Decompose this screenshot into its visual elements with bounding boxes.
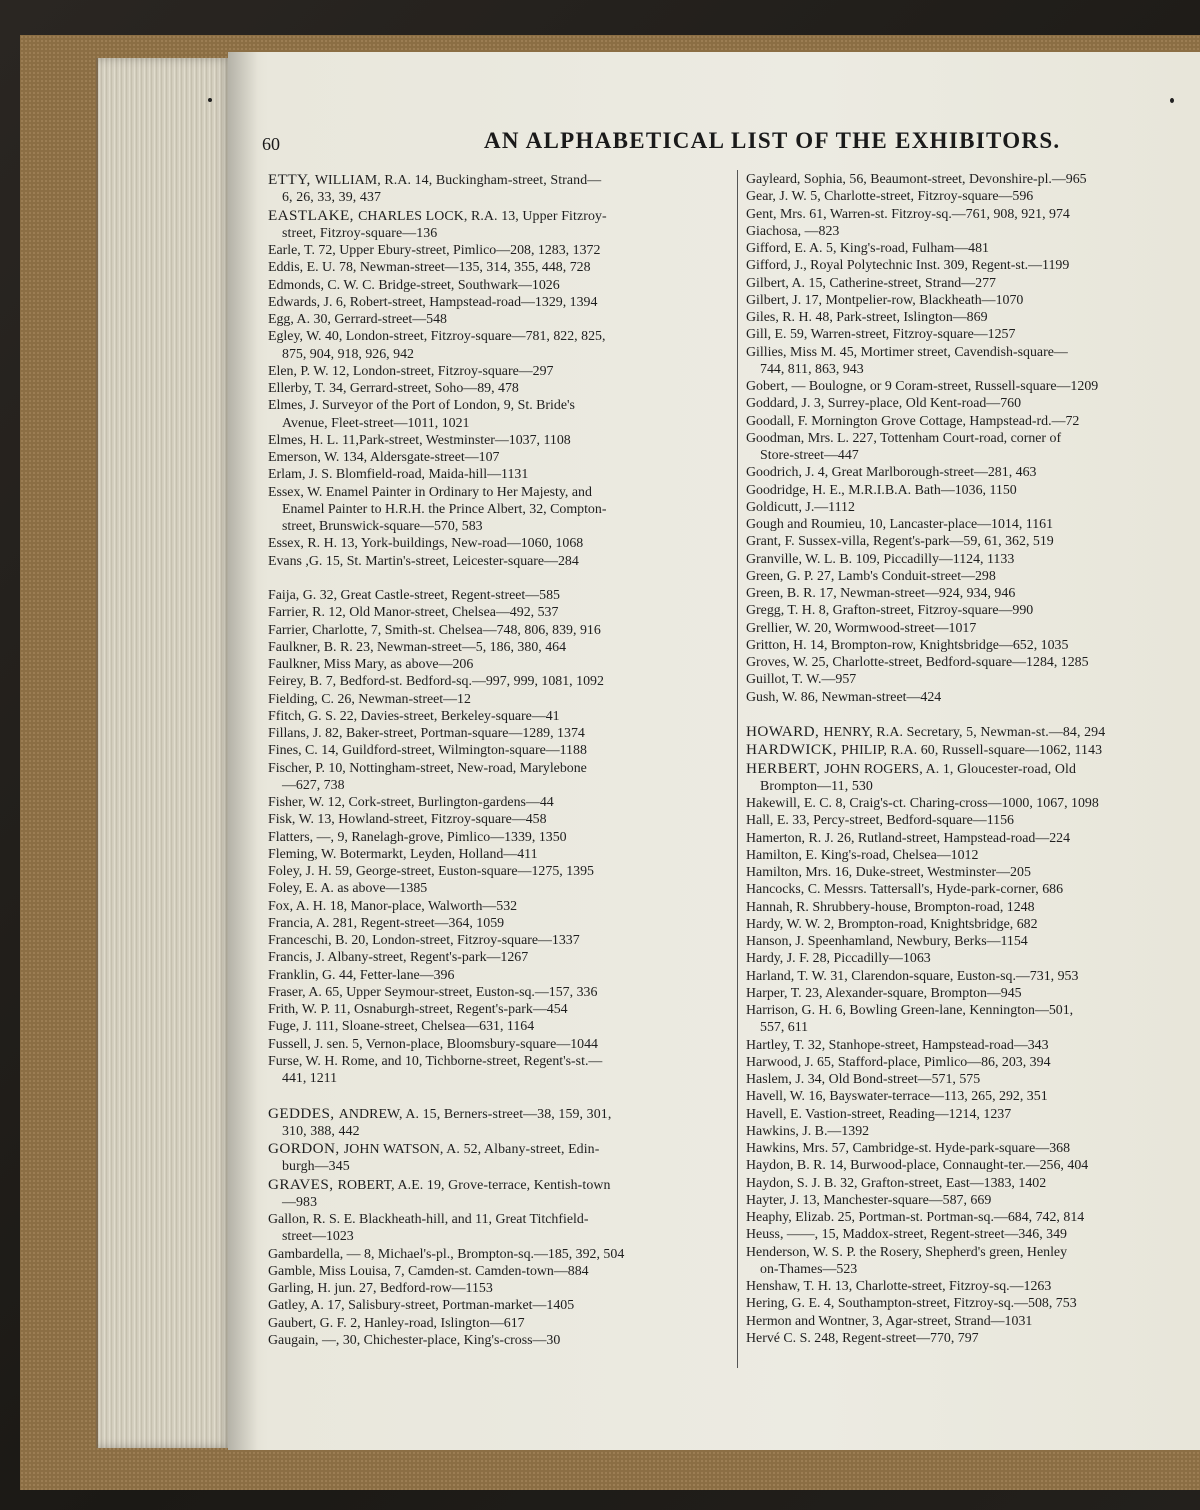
exhibitor-entry [746, 516, 1186, 533]
exhibitor-entry [268, 1176, 730, 1212]
entry-continuation: —983 [282, 1194, 318, 1210]
exhibitor-entry [746, 326, 1186, 343]
entry-line: Elmes, H. L. 11,Park-street, Westminster—1037, 1108 [268, 432, 571, 448]
entry-line: Earle, T. 72, Upper Ebury-street, Pimlico—208, 1283, 1372 [268, 243, 601, 258]
exhibitor-entry [268, 639, 730, 656]
entry-continuation: 557, 611 [760, 1020, 809, 1036]
entry-line: Hervé C. S. 248, Regent-street—770, 797 [746, 1330, 979, 1346]
page-title: AN ALPHABETICAL LIST OF THE EXHIBITORS. [484, 128, 1061, 153]
entry-line: Goldicutt, J.—1112 [746, 499, 855, 515]
entry-continuation: burgh—345 [282, 1159, 350, 1175]
exhibitor-entry [746, 1175, 1186, 1192]
entry-line: Faulkner, Miss Mary, as above—206 [268, 657, 474, 672]
exhibitor-entry [268, 691, 730, 708]
entry-line: Gregg, T. H. 8, Grafton-street, Fitzroy-square—990 [746, 603, 1034, 619]
page-header [262, 128, 1200, 158]
entry-line: Gritton, H. 14, Brompton-row, Knightsbridge—652, 1035 [746, 637, 1069, 653]
entry-line: Hawkins, Mrs. 57, Cambridge-st. Hyde-park-square—368 [746, 1141, 1071, 1156]
entry-line: Essex, R. H. 13, York-buildings, New-road—1060, 1068 [268, 536, 584, 552]
exhibitor-entry [746, 395, 1186, 412]
entry-line: Eddis, E. U. 78, Newman-street—135, 314, 355, 448, 728 [268, 260, 591, 276]
entry-line: Groves, W. 25, Charlotte-street, Bedford-square—1284, 1285 [746, 655, 1089, 670]
exhibitor-entry [268, 294, 730, 311]
exhibitor-entry [268, 794, 730, 811]
entry-line: Henderson, W. S. P. the Rosery, Shepherd's green, Henley [746, 1244, 1068, 1260]
entry-line: Gambardella, — 8, Michael's-pl., Brompton-sq.—185, 392, 504 [268, 1246, 625, 1262]
entry-line: Fielding, C. 26, Newman-street—12 [268, 691, 471, 707]
entry-continuation: street, Fitzroy-square—136 [282, 225, 438, 241]
entry-continuation: Avenue, Fleet-street—1011, 1021 [282, 415, 470, 431]
entry-line: Foley, J. H. 59, George-street, Euston-square—1275, 1395 [268, 864, 594, 879]
exhibitor-entry [268, 277, 730, 294]
exhibitor-entry [746, 1313, 1186, 1330]
exhibitor-entry [746, 482, 1186, 499]
entry-continuation: —627, 738 [282, 777, 345, 793]
entry-line: Gayleard, Sophia, 56, Beaumont-street, Devonshire-pl.—965 [746, 172, 1087, 187]
exhibitor-entry [268, 811, 730, 828]
exhibitor-entry [268, 259, 730, 276]
exhibitor-entry [746, 344, 1186, 379]
entry-line: ETTY, WILLIAM, R.A. 14, Buckingham-street, Strand— [268, 171, 602, 188]
exhibitor-entry [268, 242, 730, 259]
entry-line: Gaugain, —, 30, Chichester-place, King's-cross—30 [268, 1332, 561, 1348]
exhibitor-entry [268, 880, 730, 897]
entry-line: Goodman, Mrs. L. 227, Tottenham Court-road, corner of [746, 430, 1062, 446]
entry-line: HERBERT, JOHN ROGERS, A. 1, Gloucester-road, Old [746, 759, 1077, 777]
entry-line: Harland, T. W. 31, Clarendon-square, Euston-sq.—731, 953 [746, 968, 1079, 984]
entry-continuation: street, Brunswick-square—570, 583 [282, 519, 483, 534]
exhibitor-entry [746, 585, 1186, 602]
exhibitor-entry [268, 553, 730, 570]
entry-line: Giachosa, —823 [746, 223, 840, 239]
entry-continuation: 875, 904, 918, 926, 942 [282, 346, 414, 362]
right-column [746, 171, 1186, 1347]
exhibitor-entry [746, 1140, 1186, 1157]
entry-continuation: 441, 1211 [282, 1071, 338, 1086]
entry-line: HARDWICK, PHILIP, R.A. 60, Russell-square—1062, 1143 [746, 741, 1103, 759]
entry-line: Hayter, J. 13, Manchester-square—587, 669 [746, 1192, 992, 1208]
exhibitor-entry [268, 915, 730, 932]
exhibitor-entry [268, 1001, 730, 1018]
exhibitor-entry [746, 1071, 1186, 1088]
exhibitor-entry [746, 916, 1186, 933]
entry-line: Farrier, Charlotte, 7, Smith-st. Chelsea—748, 806, 839, 916 [268, 622, 601, 638]
exhibitor-entry [746, 188, 1186, 205]
entry-line: Hamilton, E. King's-road, Chelsea—1012 [746, 847, 979, 863]
entry-line: Flatters, —, 9, Ranelagh-grove, Pimlico—1339, 1350 [268, 829, 567, 845]
exhibitor-entry [746, 864, 1186, 881]
entry-line: Haydon, B. R. 14, Burwood-place, Connaught-ter.—256, 404 [746, 1158, 1089, 1174]
entry-line: Franklin, G. 44, Fetter-lane—396 [268, 967, 455, 983]
entry-line: Gilbert, A. 15, Catherine-street, Strand—277 [746, 275, 996, 291]
entry-line: Evans ,G. 15, St. Martin's-street, Leicester-square—284 [268, 553, 579, 569]
entry-line: Faulkner, B. R. 23, Newman-street—5, 186, 380, 464 [268, 639, 567, 655]
section-gap [268, 1087, 730, 1104]
entry-line: Gamble, Miss Louisa, 7, Camden-st. Camden-town—884 [268, 1263, 589, 1279]
exhibitor-entry [268, 984, 730, 1001]
entry-line: Granville, W. L. B. 109, Piccadilly—1124, 1133 [746, 551, 1015, 567]
entry-line: Ellerby, T. 34, Gerrard-street, Soho—89, 478 [268, 381, 519, 396]
entry-line: Goodridge, H. E., M.R.I.B.A. Bath—1036, 1150 [746, 482, 1017, 498]
exhibitor-entry [746, 1226, 1186, 1243]
entry-line: Erlam, J. S. Blomfield-road, Maida-hill—1131 [268, 467, 529, 483]
entry-line: Harper, T. 23, Alexander-square, Brompton—945 [746, 985, 1022, 1001]
exhibitor-entry [268, 466, 730, 483]
exhibitor-entry [268, 846, 730, 863]
entry-line: Gillies, Miss M. 45, Mortimer street, Cavendish-square— [746, 344, 1068, 360]
exhibitor-entry [268, 725, 730, 742]
exhibitor-entry [746, 292, 1186, 309]
entry-line: Hall, E. 33, Percy-street, Bedford-square—1156 [746, 813, 1014, 829]
exhibitor-entry [268, 587, 730, 604]
entry-line: Haydon, S. J. B. 32, Grafton-street, East—1383, 1402 [746, 1175, 1047, 1191]
exhibitor-entry [268, 1315, 730, 1332]
exhibitor-entry [268, 207, 730, 243]
entry-line: Elen, P. W. 12, London-street, Fitzroy-square—297 [268, 363, 554, 379]
entry-line: Harwood, J. 65, Stafford-place, Pimlico—86, 203, 394 [746, 1054, 1051, 1070]
exhibitor-entry [746, 1106, 1186, 1123]
entry-line: Giles, R. H. 48, Park-street, Islington—869 [746, 310, 988, 325]
entry-line: Grant, F. Sussex-villa, Regent's-park—59, 61, 362, 519 [746, 534, 1054, 550]
entry-line: Havell, W. 16, Bayswater-terrace—113, 265, 292, 351 [746, 1089, 1048, 1105]
entry-line: Fisher, W. 12, Cork-street, Burlington-gardens—44 [268, 795, 554, 810]
exhibitor-entry [746, 1295, 1186, 1312]
exhibitor-entry [746, 1192, 1186, 1209]
exhibitor-entry [746, 933, 1186, 950]
exhibitor-entry [746, 899, 1186, 916]
exhibitor-entry [746, 830, 1186, 847]
entry-continuation: on-Thames—523 [760, 1261, 858, 1277]
entry-line: Garling, H. jun. 27, Bedford-row—1153 [268, 1281, 493, 1296]
entry-line: Emerson, W. 134, Aldersgate-street—107 [268, 450, 500, 465]
entry-line: Hannah, R. Shrubbery-house, Brompton-road, 1248 [746, 899, 1035, 915]
exhibitor-entry [746, 206, 1186, 223]
exhibitor-entry [268, 1053, 730, 1088]
entry-line: Goodrich, J. 4, Great Marlborough-street—281, 463 [746, 465, 1037, 481]
entry-line: Gush, W. 86, Newman-street—424 [746, 689, 942, 705]
exhibitor-entry [268, 604, 730, 621]
exhibitor-entry [268, 328, 730, 363]
exhibitor-entry [746, 1123, 1186, 1140]
speck-mark [208, 98, 212, 102]
entry-line: Franceschi, B. 20, London-street, Fitzroy-square—1337 [268, 933, 580, 948]
exhibitor-entry [268, 484, 730, 536]
exhibitor-entry [746, 812, 1186, 829]
exhibitor-entry [746, 760, 1186, 796]
left-column [268, 171, 730, 1349]
exhibitor-entry [746, 309, 1186, 326]
exhibitor-entry [268, 829, 730, 846]
exhibitor-entry [746, 1244, 1186, 1279]
entry-continuation: Enamel Painter to H.R.H. the Prince Albert, 32, Compton- [282, 501, 607, 517]
entry-line: Fraser, A. 65, Upper Seymour-street, Euston-sq.—157, 336 [268, 984, 598, 1000]
exhibitor-entry [268, 673, 730, 690]
exhibitor-entry [746, 602, 1186, 619]
entry-line: Fuge, J. 111, Sloane-street, Chelsea—631, 1164 [268, 1019, 535, 1035]
section-gap [746, 706, 1186, 723]
entry-line: GRAVES, ROBERT, A.E. 19, Grove-terrace, Kentish-town [268, 1175, 611, 1193]
entry-line: GEDDES, ANDREW, A. 15, Berners-street—38, 159, 301, [268, 1104, 612, 1122]
entry-line: Gear, J. W. 5, Charlotte-street, Fitzroy-square—596 [746, 189, 1034, 205]
page-number: 60 [262, 134, 280, 154]
entry-line: Frith, W. P. 11, Osnaburgh-street, Regent's-park—454 [268, 1002, 568, 1017]
exhibitor-entry [268, 171, 730, 207]
exhibitor-entry [746, 499, 1186, 516]
gutter-shadow [228, 52, 258, 1450]
entry-line: Edmonds, C. W. C. Bridge-street, Southwark—1026 [268, 277, 560, 293]
entry-line: Havell, E. Vastion-street, Reading—1214, 1237 [746, 1106, 1012, 1122]
entry-line: Fox, A. H. 18, Manor-place, Walworth—532 [268, 898, 518, 914]
entry-line: Fussell, J. sen. 5, Vernon-place, Bloomsbury-square—1044 [268, 1036, 598, 1052]
exhibitor-entry [268, 1246, 730, 1263]
exhibitor-entry [746, 1209, 1186, 1226]
entry-continuation: 6, 26, 33, 39, 437 [282, 190, 382, 206]
entry-line: Gough and Roumieu, 10, Lancaster-place—1014, 1161 [746, 517, 1054, 532]
entry-line: Hawkins, J. B.—1392 [746, 1123, 870, 1139]
entry-line: Faija, G. 32, Great Castle-street, Regent-street—585 [268, 588, 561, 603]
exhibitor-entry [746, 741, 1186, 759]
exhibitor-entry [268, 1105, 730, 1141]
exhibitor-entry [268, 1263, 730, 1280]
exhibitor-entry [746, 968, 1186, 985]
entry-line: Hermon and Wontner, 3, Agar-street, Strand—1031 [746, 1313, 1033, 1329]
entry-line: Harrison, G. H. 6, Bowling Green-lane, Kennington—501, [746, 1003, 1074, 1018]
exhibitor-entry [746, 1330, 1186, 1347]
exhibitor-entry [268, 380, 730, 397]
entry-line: Gent, Mrs. 61, Warren-st. Fitzroy-sq.—761, 908, 921, 974 [746, 206, 1070, 222]
entry-line: Gifford, E. A. 5, King's-road, Fulham—481 [746, 241, 989, 256]
entry-line: HOWARD, HENRY, R.A. Secretary, 5, Newman-st.—84, 294 [746, 723, 1106, 740]
entry-line: Fillans, J. 82, Baker-street, Portman-square—1289, 1374 [268, 726, 585, 741]
section-gap [268, 570, 730, 587]
exhibitor-entry [746, 950, 1186, 967]
exhibitor-entry [746, 413, 1186, 430]
entry-line: Hamilton, Mrs. 16, Duke-street, Westminster—205 [746, 865, 1031, 880]
exhibitor-entry [268, 898, 730, 915]
entry-line: Hamerton, R. J. 26, Rutland-street, Hampstead-road—224 [746, 830, 1071, 846]
entry-line: Gobert, — Boulogne, or 9 Coram-street, Russell-square—1209 [746, 379, 1099, 394]
entry-line: Gaubert, G. F. 2, Hanley-road, Islington—617 [268, 1315, 525, 1331]
entry-line: GORDON, JOHN WATSON, A. 52, Albany-street, Edin- [268, 1140, 600, 1157]
entry-continuation: Brompton—11, 530 [760, 778, 873, 794]
exhibitor-entry [268, 1140, 730, 1176]
speck-mark [1170, 98, 1174, 103]
exhibitor-entry [746, 671, 1186, 688]
exhibitor-entry [746, 723, 1186, 741]
exhibitor-entry [268, 863, 730, 880]
entry-line: Hanson, J. Speenhamland, Newbury, Berks—1154 [746, 934, 1028, 949]
exhibitor-entry [746, 985, 1186, 1002]
exhibitor-entry [268, 967, 730, 984]
entry-line: Haslem, J. 34, Old Bond-street—571, 575 [746, 1072, 981, 1087]
entry-line: Edwards, J. 6, Robert-street, Hampstead-road—1329, 1394 [268, 294, 598, 310]
exhibitor-entry [746, 654, 1186, 671]
entry-line: Fisk, W. 13, Howland-street, Fitzroy-square—458 [268, 812, 547, 828]
entry-line: Egley, W. 40, London-street, Fitzroy-square—781, 822, 825, [268, 329, 606, 345]
exhibitor-entry [268, 1280, 730, 1297]
entry-line: Guillot, T. W.—957 [746, 672, 857, 688]
exhibitor-entry [268, 397, 730, 432]
exhibitor-entry [746, 620, 1186, 637]
exhibitor-entry [746, 568, 1186, 585]
page-edges [96, 58, 232, 1448]
exhibitor-entry [268, 1018, 730, 1035]
entry-continuation: 744, 811, 863, 943 [760, 361, 864, 377]
exhibitor-entry [268, 742, 730, 759]
entry-line: Heuss, ——, 15, Maddox-street, Regent-street—346, 349 [746, 1227, 1067, 1243]
exhibitor-entry [268, 708, 730, 725]
entry-continuation: Store-street—447 [760, 448, 859, 463]
exhibitor-entry [746, 847, 1186, 864]
entry-line: Green, G. P. 27, Lamb's Conduit-street—298 [746, 568, 996, 584]
entry-line: Furse, W. H. Rome, and 10, Tichborne-street, Regent's-st.— [268, 1053, 603, 1069]
exhibitor-entry [746, 275, 1186, 292]
entry-continuation: 310, 388, 442 [282, 1123, 360, 1139]
exhibitor-entry [268, 1211, 730, 1246]
exhibitor-entry [746, 1088, 1186, 1105]
column-divider [737, 170, 738, 1368]
entry-line: Gifford, J., Royal Polytechnic Inst. 309, Regent-st.—1199 [746, 258, 1070, 274]
entry-line: Farrier, R. 12, Old Manor-street, Chelsea—492, 537 [268, 605, 559, 621]
exhibitor-entry [746, 1157, 1186, 1174]
entry-line: Fleming, W. Botermarkt, Leyden, Holland—411 [268, 846, 538, 862]
entry-line: Francia, A. 281, Regent-street—364, 1059 [268, 915, 505, 931]
exhibitor-entry [268, 760, 730, 795]
entry-continuation: street—1023 [282, 1229, 354, 1245]
exhibitor-entry [268, 432, 730, 449]
entry-line: EASTLAKE, CHARLES LOCK, R.A. 13, Upper Fitzroy- [268, 206, 607, 224]
entry-line: Grellier, W. 20, Wormwood-street—1017 [746, 620, 977, 636]
exhibitor-entry [746, 637, 1186, 654]
entry-line: Gatley, A. 17, Salisbury-street, Portman-market—1405 [268, 1298, 575, 1314]
exhibitor-entry [746, 795, 1186, 812]
entry-line: Francis, J. Albany-street, Regent's-park—1267 [268, 950, 529, 966]
exhibitor-entry [746, 464, 1186, 481]
exhibitor-entry [268, 932, 730, 949]
entry-line: Hardy, W. W. 2, Brompton-road, Knightsbridge, 682 [746, 916, 1038, 932]
exhibitor-entry [746, 1054, 1186, 1071]
exhibitor-entry [746, 430, 1186, 465]
entry-line: Henshaw, T. H. 13, Charlotte-street, Fitzroy-sq.—1263 [746, 1279, 1052, 1294]
entry-line: Hakewill, E. C. 8, Craig's-ct. Charing-cross—1000, 1067, 1098 [746, 796, 1099, 811]
entry-line: Gilbert, J. 17, Montpelier-row, Blackheath—1070 [746, 292, 1024, 308]
entry-line: Gallon, R. S. E. Blackheath-hill, and 11, Great Titchfield- [268, 1212, 589, 1227]
exhibitor-entry [746, 1037, 1186, 1054]
exhibitor-entry [268, 1036, 730, 1053]
entry-line: Hardy, J. F. 28, Piccadilly—1063 [746, 951, 931, 967]
exhibitor-entry [746, 257, 1186, 274]
entry-line: Foley, E. A. as above—1385 [268, 881, 428, 897]
exhibitor-entry [268, 622, 730, 639]
entry-line: Ffitch, G. S. 22, Davies-street, Berkeley-square—41 [268, 708, 560, 724]
exhibitor-entry [268, 656, 730, 673]
exhibitor-entry [746, 171, 1186, 188]
entry-line: Hering, G. E. 4, Southampton-street, Fitzroy-sq.—508, 753 [746, 1296, 1077, 1312]
entry-line: Egg, A. 30, Gerrard-street—548 [268, 312, 447, 327]
entry-line: Green, B. R. 17, Newman-street—924, 934, 946 [746, 586, 1016, 601]
entry-line: Feirey, B. 7, Bedford-st. Bedford-sq.—997, 999, 1081, 1092 [268, 674, 604, 690]
entry-line: Essex, W. Enamel Painter in Ordinary to Her Majesty, and [268, 484, 592, 500]
exhibitor-entry [268, 949, 730, 966]
exhibitor-entry [746, 1278, 1186, 1295]
exhibitor-entry [746, 881, 1186, 898]
exhibitor-entry [746, 240, 1186, 257]
entry-line: Heaphy, Elizab. 25, Portman-st. Portman-sq.—684, 742, 814 [746, 1210, 1085, 1225]
exhibitor-entry [268, 535, 730, 552]
entry-line: Goddard, J. 3, Surrey-place, Old Kent-road—760 [746, 396, 1022, 412]
exhibitor-entry [268, 363, 730, 380]
entry-line: Fines, C. 14, Guildford-street, Wilmington-square—1188 [268, 743, 587, 759]
exhibitor-entry [746, 378, 1186, 395]
exhibitor-entry [746, 533, 1186, 550]
exhibitor-entry [746, 1002, 1186, 1037]
entry-line: Elmes, J. Surveyor of the Port of London, 9, St. Bride's [268, 398, 575, 414]
entry-line: Hartley, T. 32, Stanhope-street, Hampstead-road—343 [746, 1037, 1049, 1053]
exhibitor-entry [268, 1297, 730, 1314]
exhibitor-entry [268, 311, 730, 328]
entry-line: Goodall, F. Mornington Grove Cottage, Hampstead-rd.—72 [746, 413, 1080, 429]
entry-line: Hancocks, C. Messrs. Tattersall's, Hyde-park-corner, 686 [746, 882, 1064, 898]
exhibitor-entry [268, 449, 730, 466]
entry-line: Gill, E. 59, Warren-street, Fitzroy-square—1257 [746, 327, 1016, 343]
exhibitor-entry [746, 551, 1186, 568]
exhibitor-entry [268, 1332, 730, 1349]
entry-line: Fischer, P. 10, Nottingham-street, New-road, Marylebone [268, 760, 587, 776]
exhibitor-entry [746, 223, 1186, 240]
exhibitor-entry [746, 689, 1186, 706]
